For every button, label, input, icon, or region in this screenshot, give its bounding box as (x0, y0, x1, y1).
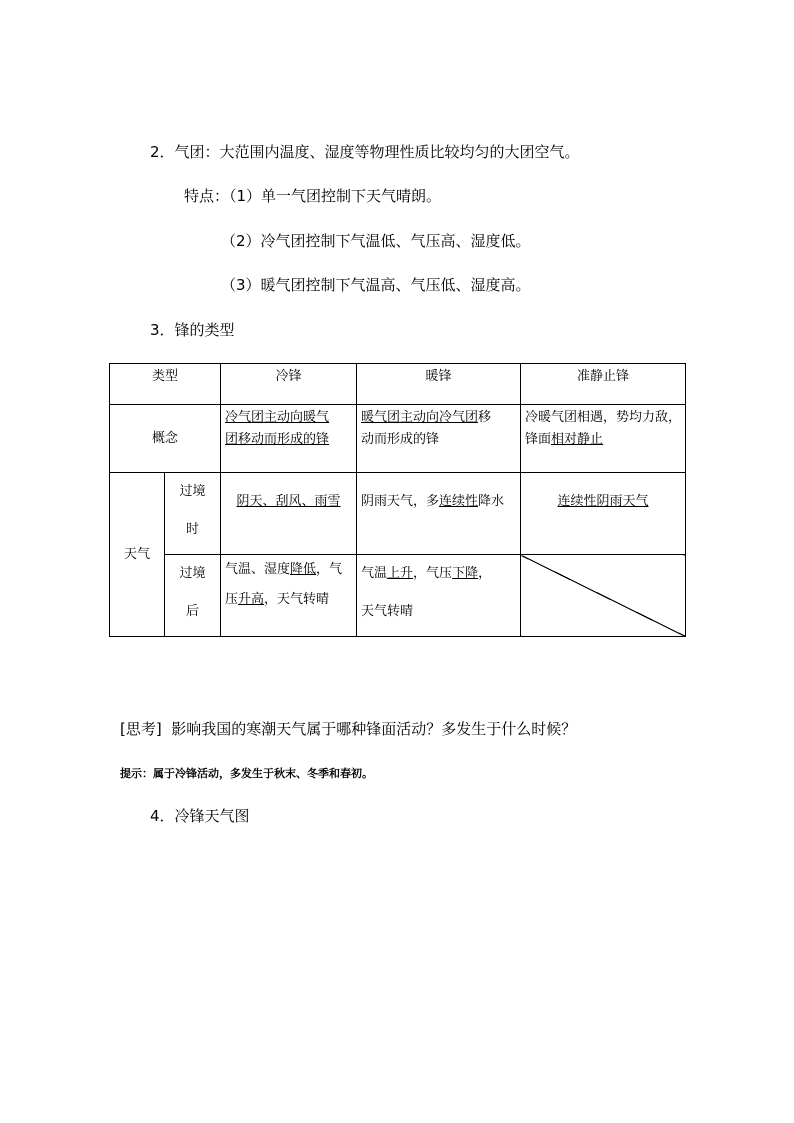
during-label: 过境 时 (165, 473, 221, 555)
quasi-after-empty (521, 555, 686, 637)
cold-after: 气温、湿度降低，气 压升高，天气转晴 (221, 555, 357, 637)
concept-cold: 冷气团主动向暖气 团移动而形成的锋 (221, 405, 357, 473)
section2-heading: 2．气团：大范围内温度、湿度等物理性质比较均匀的大团空气。 (150, 143, 580, 161)
front-types-table (109, 363, 686, 637)
warm-after: 气温上升，气压下降， 天气转晴 (357, 555, 521, 637)
feature-2: （2）冷气团控制下气温低、气压高、湿度低。 (221, 232, 531, 250)
think-label: [思考] (120, 720, 162, 738)
weather-label: 天气 (110, 473, 165, 637)
feature-3: （3）暖气团控制下气温高、气压低、湿度高。 (221, 276, 531, 294)
warm-during: 阴雨天气，多连续性降水 (357, 473, 521, 555)
cold-during: 阴天、刮风、雨雪 (221, 473, 357, 555)
header-cold-front: 冷锋 (221, 364, 357, 405)
table-weather-during-row (110, 473, 686, 555)
header-quasi-front: 准静止锋 (521, 364, 686, 405)
table-weather-after-row (110, 555, 686, 637)
concept-label: 概念 (110, 405, 221, 473)
section4-heading: 4．冷锋天气图 (150, 807, 250, 825)
features-line-1 (184, 186, 441, 206)
section3-heading: 3．锋的类型 (150, 321, 235, 339)
think-question: 影响我国的寒潮天气属于哪种锋面活动？多发生于什么时候？ (171, 720, 577, 738)
header-type: 类型 (110, 364, 221, 405)
table-concept-row (110, 405, 686, 473)
quasi-during: 连续性阴雨天气 (521, 473, 686, 555)
table-header-row (110, 364, 686, 405)
header-warm-front: 暖锋 (357, 364, 521, 405)
concept-warm: 暖气团主动向冷气团移 动而形成的锋 (357, 405, 521, 473)
feature-1: （1）单一气团控制下天气晴朗。 (229, 187, 442, 205)
think-hint: 提示：属于冷锋活动，多发生于秋末、冬季和春初。 (120, 767, 373, 780)
features-label: 特点： (184, 187, 230, 205)
concept-quasi: 冷暖气团相遇，势均力敌， 锋面相对静止 (521, 405, 686, 473)
after-label: 过境 后 (165, 555, 221, 637)
think-line (120, 719, 576, 739)
